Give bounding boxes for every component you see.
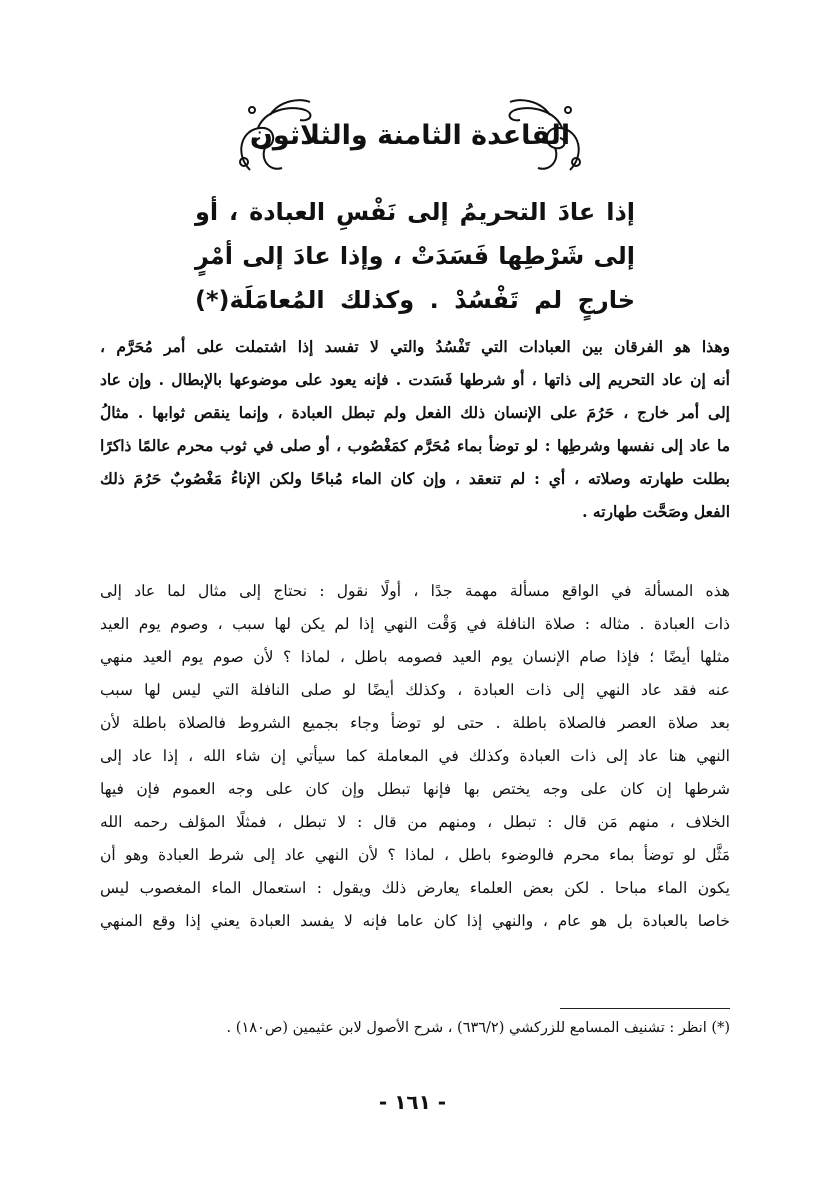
- chapter-heading: [230, 90, 590, 185]
- text-line: بعد صلاة العصر فالصلاة باطلة . حتى لو توضأ وجاء بجميع الشروط فالصلاة باطلة لأن: [100, 714, 730, 732]
- rule-line: إذا عادَ التحريمُ إلى نَفْسِ العبادة ، أو: [195, 198, 635, 226]
- rule-line: إلى شَرْطِها فَسَدَتْ ، وإذا عادَ إلى أمْرٍ: [195, 242, 635, 270]
- chapter-title: القاعدة الثامنة والثلاثون: [249, 120, 571, 151]
- text-line: إلى أمر خارج ، حَرُمَ على الإنسان ذلك الفعل ولم تبطل العبادة ، وإنما ينقص ثوابها . مثالُ: [100, 403, 730, 422]
- text-line: خاصا بالعبادة بل هو عام ، والنهي إذا كان عاما فإنه لا يفسد العبادة يعني إذا وقع المنهي: [100, 912, 730, 930]
- rule-line: خارجٍ لم تَفْسُدْ . وكذلك المُعامَلَة(*): [195, 286, 635, 314]
- commentary-paragraph: [100, 575, 730, 938]
- text-line: الخلاف ، منهم مَن قال : تبطل ، ومنهم من قال : لا تبطل ، فمثلًا المؤلف رحمه الله: [100, 813, 730, 831]
- explanation-paragraph: [100, 330, 730, 528]
- page-number: - ١٦١ -: [378, 1090, 447, 1114]
- text-line: مَثَّل لو توضأ بماء محرم فالوضوء باطل ، لماذا ؟ لأن النهي عاد إلى شرط العبادة وهو أن: [100, 846, 730, 864]
- footnote: (*) انظر : تشنيف المسامع للزركشي (٦٣٦/٢) ، شرح الأصول لابن عثيمين (ص١٨٠) .: [226, 1020, 730, 1036]
- rule-statement: [195, 190, 635, 322]
- text-line: بطلت طهارته وصلاته ، أي : لم تنعقد ، وإن كان الماء مُباحًا ولكن الإناءُ مَغْصُوبٌ حَرُمَ ذلك: [100, 469, 730, 488]
- text-line: النهي هنا عاد إلى ذات العبادة وكذلك في المعاملة كما سيأتي إن شاء الله ، إذا عاد إلى: [100, 747, 730, 765]
- footnote-divider: [560, 1008, 730, 1009]
- text-line: مثلها أيضًا ؛ فإذا صام الإنسان يوم العيد فصومه باطل ، لماذا ؟ لأن صوم يوم العيد منهي: [100, 648, 730, 666]
- text-line: وهذا هو الفرقان بين العبادات التي تَفْسُدُ والتي لا تفسد إذا اشتملت على أمر مُحَرَّم ،: [100, 337, 730, 356]
- text-line: أنه إن عاد التحريم إلى ذاتها ، أو شرطها فَسَدت . فإنه يعود على موضوعها بالإبطال . وإن عاد: [100, 370, 730, 389]
- text-line: شرطها إن كان على وجه يختص بها فإنها تبطل وإن كان على وجه العموم فإن فيها: [100, 780, 730, 798]
- text-line: عنه فقد عاد النهي إلى ذات العبادة ، وكذلك أيضًا لو صلى النافلة التي ليس لها سبب: [100, 681, 730, 699]
- text-line: ما عاد إلى نفسها وشرطِها : لو توضأ بماء مُحَرَّم كمَغْصُوب ، أو صلى في ثوب محرم عالمًا ذاكرًا: [100, 436, 730, 455]
- text-line: ذات العبادة . مثاله : صلاة النافلة في وَقْت النهي إذا لم يكن لها سبب ، وصوم يوم العيد: [100, 615, 730, 633]
- text-line: يكون الماء مباحا . لكن بعض العلماء يعارض ذلك ويقول : استعمال الماء المغصوب ليس: [100, 879, 730, 897]
- text-line: الفعل وصَحَّت طهارته .: [582, 502, 730, 521]
- text-line: هذه المسألة في الواقع مسألة مهمة جدًا ، أولًا نقول : نحتاج إلى مثال لما عاد إلى: [100, 582, 730, 600]
